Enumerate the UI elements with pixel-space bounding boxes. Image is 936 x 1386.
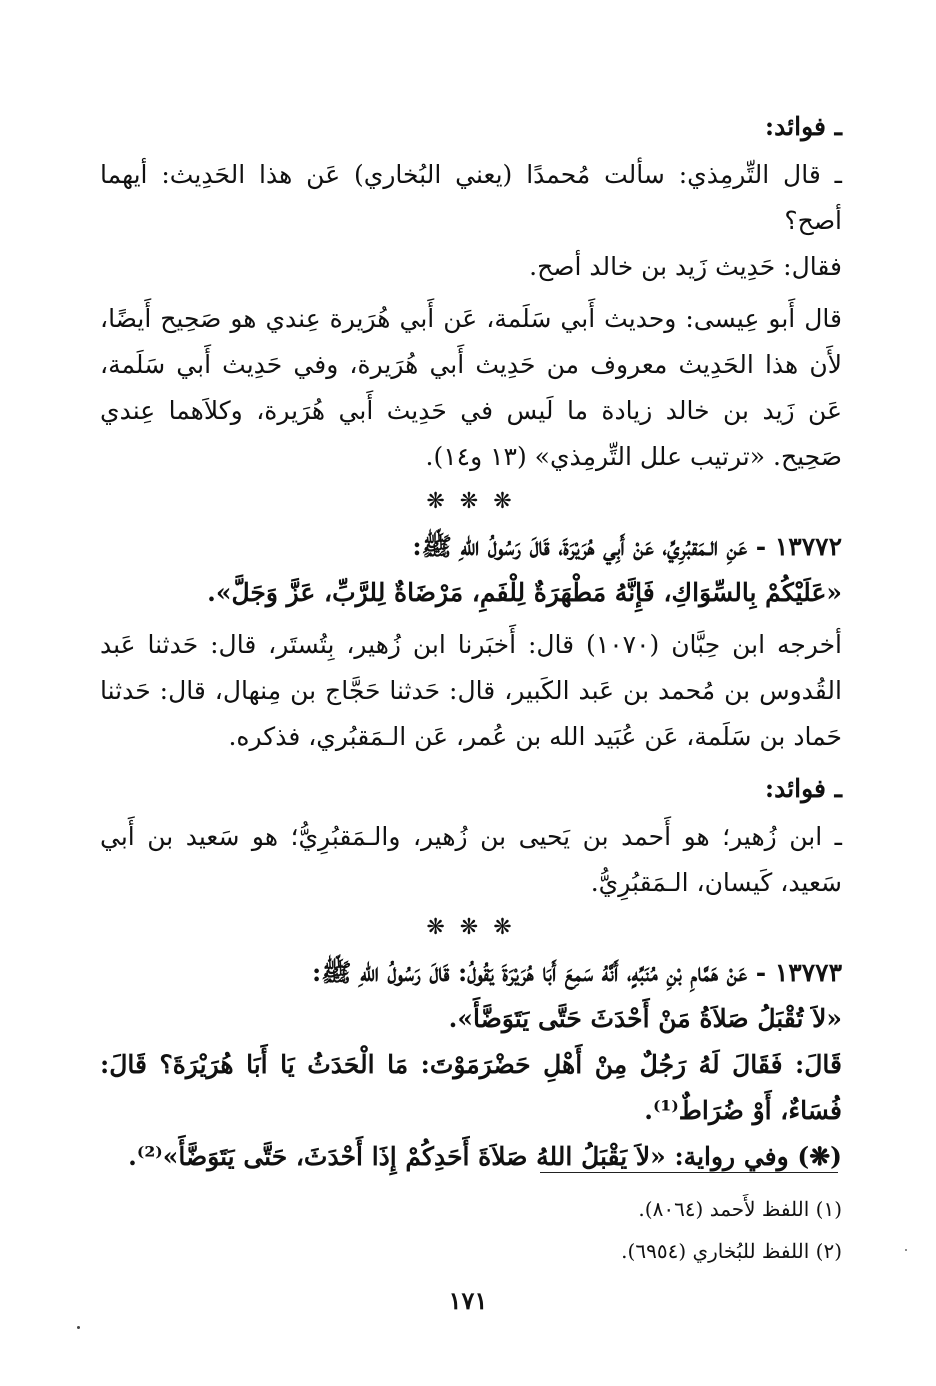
bukhari-answer-line: فقال: حَدِيث زَيد بن خالد أصح. [529,252,842,281]
page-body [100,104,842,1180]
hadith-13773-text: «لاَ تُقْبَلُ صَلاَةُ مَنْ أَحْدَثَ حَتَّى يَتَوَضَّأَ». [448,1004,842,1033]
section-separator-2: ❋ ❋ ❋ [426,915,516,940]
section-heading-benefits-2: ـ فوائد: [764,774,842,803]
ibn-zuhair-note: ـ ابن زُهير؛ هو أَحمد بن يَحيى بن زُهير، والـمَقبُرِيُّ؛ هو سَعيد بن أَبي سَعيد، كَيسان، الـمَقبُرِيُّ. [100,822,842,897]
section-heading-benefits: ـ فوائد: [764,112,842,141]
footnotes [300,1188,842,1272]
page-number: ١٧١ [448,1286,488,1315]
section-separator: ❋ ❋ ❋ [426,489,516,514]
tirmidhi-question-line: ـ قال التِّرمِذي: سألت مُحمدًا (يعني البُخاري) عَن هذا الحَدِيث: أيهما أصح؟ [100,160,842,235]
hadith-13773-intro: ١٣٧٧٣ - عَنْ هَمَّامِ بْنِ مُنَبِّهٍ، أَنَّهُ سَمِعَ أَبَا هُرَيْرَةَ يَقُولُ: قَالَ رَسُولُ اللهِ ﷺ: [312,958,842,987]
hadith-13773-riwaya: (❋) وفي رواية: «لاَ يَقْبَلُ اللهُ صَلاَةَ أَحَدِكُمْ إِذَا أَحْدَثَ، حَتَّى يَتَوَضَّأَ»⁽²⁾. [128,1142,842,1171]
hadith-13772-text: «عَلَيْكُمْ بِالسِّوَاكِ، فَإِنَّهُ مَطْهَرَةٌ لِلْفَمِ، مَرْضَاةٌ لِلرَّبِّ، عَزَّ وَجَلَّ». [207,578,842,607]
scan-speck [77,1326,80,1329]
hadith-13772-intro: ١٣٧٧٢ - عَنِ الـمَقبُرِيِّ، عَنْ أَبِي هُرَيْرَةَ، قَالَ رَسُولُ اللهِ ﷺ: [412,532,842,561]
hadith-13772-takhrij: أخرجه ابن حِبَّان (١٠٧٠) قال: أَخبَرنا ابن زُهير، بِتُستَر، قال: حَدثنا عَبد القُدوس بن مُحمد بن عَبد الكَبير، قال: حَدثنا حَجَّاج بن مِنهال، قال: حَدثنا حَماد بن سَلَمة، عَن عُبَيد الله بن عُمر، عَن الـمَقبُري، فذكره. [100,630,842,751]
footnote-2: (٢) اللفظ للبُخاري (٦٩٥٤). [621,1239,842,1263]
hadith-13773-qala: قَالَ: فَقَالَ لَهُ رَجُلٌ مِنْ أَهْلِ حَضْرَمَوْتَ: مَا الْحَدَثُ يَا أَبَا هُرَيْرَةَ؟ قَالَ: فُسَاءٌ، أَوْ ضُرَاطٌ⁽¹⁾. [100,1050,842,1125]
scan-speck [905,1249,907,1251]
footnote-separator [540,1172,838,1173]
abu-isa-paragraph: قال أَبو عِيسى: وحديث أَبي سَلَمة، عَن أَبي هُرَيرة عِندي هو صَحِيح أَيضًا، لأَن هذا الحَدِيث معروف من حَدِيث أَبي هُرَيرة، وفي حَدِيث أَبي سَلَمة، عَن زَيد بن خالد زيادة ما لَيس في حَدِيث أَبي هُرَيرة، وكلاَهما عِندي صَحِيح. «ترتيب علل التِّرمِذي» (١٣ و١٤). [100,304,842,471]
footnote-1: (١) اللفظ لأَحمد (٨٠٦٤). [638,1197,842,1221]
